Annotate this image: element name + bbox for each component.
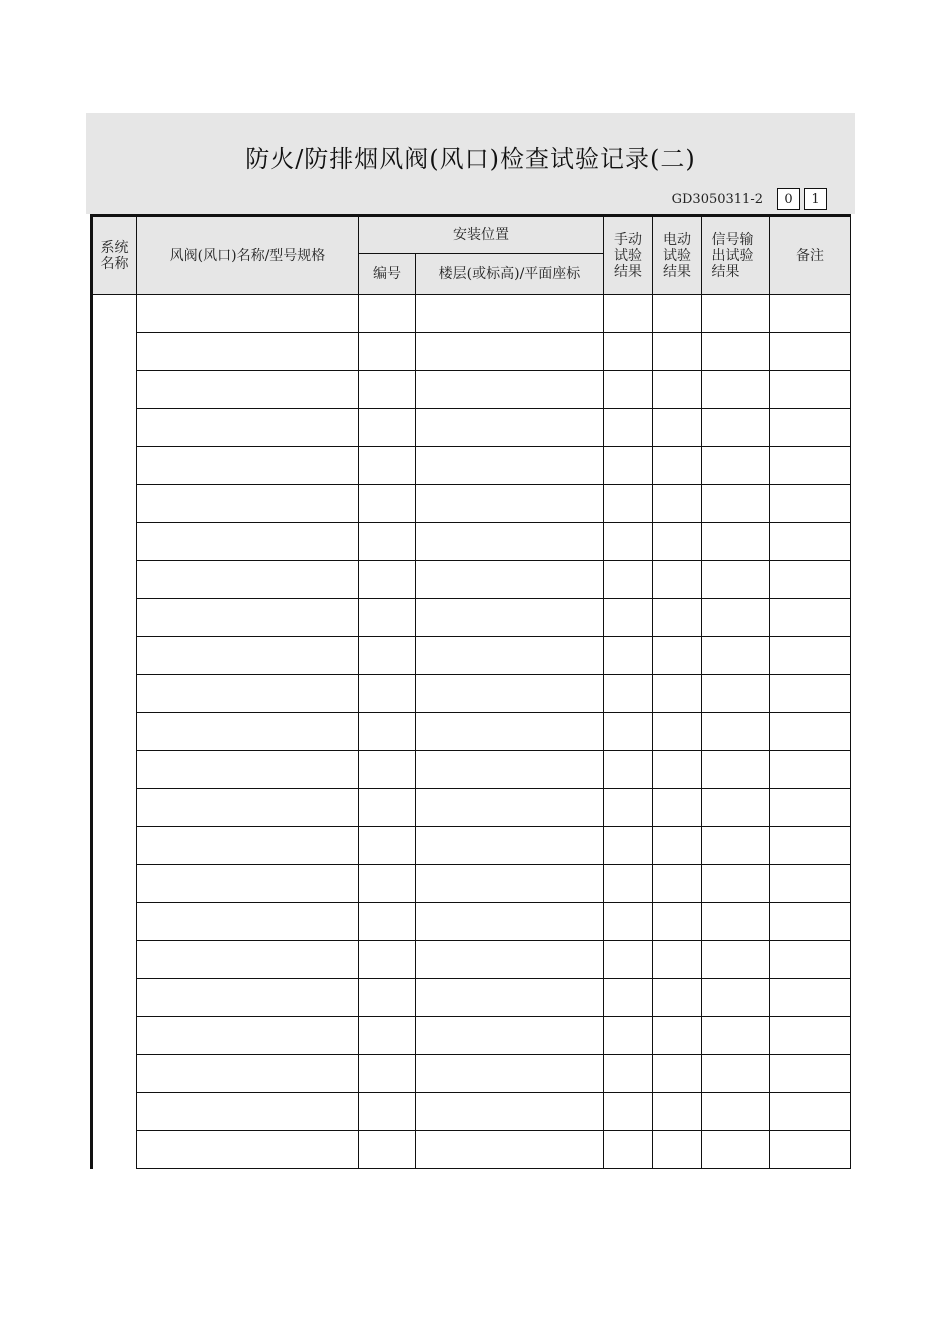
remarks-cell[interactable] — [770, 1131, 851, 1169]
number-cell[interactable] — [359, 333, 416, 371]
table-row — [92, 637, 851, 675]
electric-test-cell[interactable] — [653, 1017, 702, 1055]
electric-test-cell[interactable] — [653, 1055, 702, 1093]
manual-test-cell[interactable] — [604, 523, 653, 561]
floor-coordinate-cell[interactable] — [416, 789, 604, 827]
manual-test-cell[interactable] — [604, 295, 653, 333]
table-row — [92, 371, 851, 409]
signal-test-cell[interactable] — [702, 409, 770, 447]
header-electric-test: 电动试验结果 — [653, 216, 702, 295]
remarks-cell[interactable] — [770, 941, 851, 979]
floor-coordinate-cell[interactable] — [416, 979, 604, 1017]
valve-name-cell[interactable] — [137, 1131, 359, 1169]
electric-test-cell[interactable] — [653, 713, 702, 751]
header-band — [86, 113, 855, 214]
table-row — [92, 903, 851, 941]
electric-test-cell[interactable] — [653, 599, 702, 637]
table-row — [92, 523, 851, 561]
table-row — [92, 485, 851, 523]
remarks-cell[interactable] — [770, 675, 851, 713]
manual-test-cell[interactable] — [604, 1017, 653, 1055]
table-row — [92, 1093, 851, 1131]
floor-coordinate-cell[interactable] — [416, 1017, 604, 1055]
number-cell[interactable] — [359, 979, 416, 1017]
number-cell[interactable] — [359, 523, 416, 561]
valve-name-cell[interactable] — [137, 751, 359, 789]
table-row — [92, 1055, 851, 1093]
manual-test-cell[interactable] — [604, 371, 653, 409]
remarks-cell[interactable] — [770, 979, 851, 1017]
manual-test-cell[interactable] — [604, 865, 653, 903]
table-row — [92, 599, 851, 637]
signal-test-cell[interactable] — [702, 675, 770, 713]
floor-coordinate-cell[interactable] — [416, 827, 604, 865]
header-remarks: 备注 — [770, 216, 851, 295]
electric-test-cell[interactable] — [653, 751, 702, 789]
table-row — [92, 1017, 851, 1055]
valve-name-cell[interactable] — [137, 941, 359, 979]
manual-test-cell[interactable] — [604, 903, 653, 941]
signal-test-cell[interactable] — [702, 865, 770, 903]
number-cell[interactable] — [359, 1131, 416, 1169]
number-cell[interactable] — [359, 447, 416, 485]
manual-test-cell[interactable] — [604, 1055, 653, 1093]
table-row — [92, 1131, 851, 1169]
valve-name-cell[interactable] — [137, 599, 359, 637]
header-signal-test: 信号输出试验结果 — [702, 216, 770, 295]
floor-coordinate-cell[interactable] — [416, 1093, 604, 1131]
manual-test-cell[interactable] — [604, 599, 653, 637]
electric-test-cell[interactable] — [653, 903, 702, 941]
remarks-cell[interactable] — [770, 1093, 851, 1131]
valve-name-cell[interactable] — [137, 1093, 359, 1131]
floor-coordinate-cell[interactable] — [416, 599, 604, 637]
signal-test-cell[interactable] — [702, 1055, 770, 1093]
signal-test-cell[interactable] — [702, 1017, 770, 1055]
valve-name-cell[interactable] — [137, 903, 359, 941]
number-cell[interactable] — [359, 1017, 416, 1055]
floor-coordinate-cell[interactable] — [416, 637, 604, 675]
signal-test-cell[interactable] — [702, 523, 770, 561]
signal-test-cell[interactable] — [702, 713, 770, 751]
number-cell[interactable] — [359, 903, 416, 941]
manual-test-cell[interactable] — [604, 1131, 653, 1169]
signal-test-cell[interactable] — [702, 485, 770, 523]
number-cell[interactable] — [359, 371, 416, 409]
floor-coordinate-cell[interactable] — [416, 447, 604, 485]
signal-test-cell[interactable] — [702, 789, 770, 827]
number-cell[interactable] — [359, 599, 416, 637]
valve-name-cell[interactable] — [137, 979, 359, 1017]
manual-test-cell[interactable] — [604, 447, 653, 485]
remarks-cell[interactable] — [770, 523, 851, 561]
signal-test-cell[interactable] — [702, 751, 770, 789]
remarks-cell[interactable] — [770, 713, 851, 751]
header-manual-test: 手动试验结果 — [604, 216, 653, 295]
manual-test-cell[interactable] — [604, 713, 653, 751]
signal-test-cell[interactable] — [702, 979, 770, 1017]
electric-test-cell[interactable] — [653, 333, 702, 371]
floor-coordinate-cell[interactable] — [416, 903, 604, 941]
table-row — [92, 789, 851, 827]
signal-test-cell[interactable] — [702, 1093, 770, 1131]
remarks-cell[interactable] — [770, 333, 851, 371]
floor-coordinate-cell[interactable] — [416, 333, 604, 371]
valve-name-cell[interactable] — [137, 447, 359, 485]
table-row — [92, 751, 851, 789]
manual-test-cell[interactable] — [604, 409, 653, 447]
signal-test-cell[interactable] — [702, 371, 770, 409]
remarks-cell[interactable] — [770, 903, 851, 941]
number-cell[interactable] — [359, 713, 416, 751]
signal-test-cell[interactable] — [702, 941, 770, 979]
floor-coordinate-cell[interactable] — [416, 675, 604, 713]
header-number: 编号 — [359, 254, 416, 295]
electric-test-cell[interactable] — [653, 789, 702, 827]
form-title: 防火/防排烟风阀(风口)检查试验记录(二) — [245, 145, 696, 173]
number-cell[interactable] — [359, 751, 416, 789]
floor-coordinate-cell[interactable] — [416, 485, 604, 523]
table-row — [92, 827, 851, 865]
form-sheet — [86, 113, 855, 1205]
valve-name-cell[interactable] — [137, 827, 359, 865]
manual-test-cell[interactable] — [604, 941, 653, 979]
signal-test-cell[interactable] — [702, 561, 770, 599]
header-system-name: 系统名称 — [92, 216, 137, 295]
header-install-location: 安装位置 — [359, 216, 604, 254]
number-cell[interactable] — [359, 941, 416, 979]
electric-test-cell[interactable] — [653, 1131, 702, 1169]
code-box-1: 0 — [777, 188, 800, 210]
manual-test-cell[interactable] — [604, 979, 653, 1017]
valve-name-cell[interactable] — [137, 865, 359, 903]
signal-test-cell[interactable] — [702, 827, 770, 865]
floor-coordinate-cell[interactable] — [416, 561, 604, 599]
floor-coordinate-cell[interactable] — [416, 751, 604, 789]
number-cell[interactable] — [359, 295, 416, 333]
table-row — [92, 295, 851, 333]
valve-name-cell[interactable] — [137, 1017, 359, 1055]
table-row — [92, 447, 851, 485]
valve-name-cell[interactable] — [137, 333, 359, 371]
valve-name-cell[interactable] — [137, 561, 359, 599]
number-cell[interactable] — [359, 827, 416, 865]
table-row — [92, 561, 851, 599]
remarks-cell[interactable] — [770, 599, 851, 637]
table-row — [92, 409, 851, 447]
signal-test-cell[interactable] — [702, 637, 770, 675]
signal-test-cell[interactable] — [702, 333, 770, 371]
electric-test-cell[interactable] — [653, 523, 702, 561]
floor-coordinate-cell[interactable] — [416, 1131, 604, 1169]
remarks-cell[interactable] — [770, 295, 851, 333]
manual-test-cell[interactable] — [604, 333, 653, 371]
form-code: GD3050311-2 — [671, 191, 763, 207]
remarks-cell[interactable] — [770, 751, 851, 789]
remarks-cell[interactable] — [770, 637, 851, 675]
manual-test-cell[interactable] — [604, 1093, 653, 1131]
number-cell[interactable] — [359, 637, 416, 675]
number-cell[interactable] — [359, 789, 416, 827]
electric-test-cell[interactable] — [653, 371, 702, 409]
electric-test-cell[interactable] — [653, 675, 702, 713]
valve-name-cell[interactable] — [137, 371, 359, 409]
form-code-row — [672, 188, 827, 210]
manual-test-cell[interactable] — [604, 789, 653, 827]
remarks-cell[interactable] — [770, 1017, 851, 1055]
floor-coordinate-cell[interactable] — [416, 523, 604, 561]
signal-test-cell[interactable] — [702, 903, 770, 941]
signal-test-cell[interactable] — [702, 447, 770, 485]
manual-test-cell[interactable] — [604, 561, 653, 599]
code-box-2: 1 — [804, 188, 827, 210]
floor-coordinate-cell[interactable] — [416, 295, 604, 333]
electric-test-cell[interactable] — [653, 979, 702, 1017]
manual-test-cell[interactable] — [604, 827, 653, 865]
number-cell[interactable] — [359, 675, 416, 713]
manual-test-cell[interactable] — [604, 637, 653, 675]
number-cell[interactable] — [359, 1093, 416, 1131]
remarks-cell[interactable] — [770, 409, 851, 447]
valve-name-cell[interactable] — [137, 789, 359, 827]
floor-coordinate-cell[interactable] — [416, 409, 604, 447]
table-row — [92, 865, 851, 903]
floor-coordinate-cell[interactable] — [416, 371, 604, 409]
inspection-table — [90, 214, 851, 1169]
signal-test-cell[interactable] — [702, 295, 770, 333]
valve-name-cell[interactable] — [137, 295, 359, 333]
electric-test-cell[interactable] — [653, 447, 702, 485]
electric-test-cell[interactable] — [653, 941, 702, 979]
manual-test-cell[interactable] — [604, 485, 653, 523]
manual-test-cell[interactable] — [604, 675, 653, 713]
valve-name-cell[interactable] — [137, 675, 359, 713]
table-row — [92, 333, 851, 371]
valve-name-cell[interactable] — [137, 637, 359, 675]
electric-test-cell[interactable] — [653, 865, 702, 903]
valve-name-cell[interactable] — [137, 485, 359, 523]
table-row — [92, 979, 851, 1017]
header-valve-name: 风阀(风口)名称/型号规格 — [137, 216, 359, 295]
floor-coordinate-cell[interactable] — [416, 713, 604, 751]
signal-test-cell[interactable] — [702, 599, 770, 637]
remarks-cell[interactable] — [770, 789, 851, 827]
table-row — [92, 713, 851, 751]
remarks-cell[interactable] — [770, 827, 851, 865]
remarks-cell[interactable] — [770, 371, 851, 409]
remarks-cell[interactable] — [770, 865, 851, 903]
electric-test-cell[interactable] — [653, 1093, 702, 1131]
remarks-cell[interactable] — [770, 561, 851, 599]
valve-name-cell[interactable] — [137, 1055, 359, 1093]
electric-test-cell[interactable] — [653, 409, 702, 447]
electric-test-cell[interactable] — [653, 637, 702, 675]
remarks-cell[interactable] — [770, 485, 851, 523]
valve-name-cell[interactable] — [137, 409, 359, 447]
floor-coordinate-cell[interactable] — [416, 941, 604, 979]
electric-test-cell[interactable] — [653, 827, 702, 865]
number-cell[interactable] — [359, 561, 416, 599]
number-cell[interactable] — [359, 1055, 416, 1093]
table-row — [92, 941, 851, 979]
valve-name-cell[interactable] — [137, 523, 359, 561]
system-name-cell[interactable] — [92, 295, 137, 1169]
manual-test-cell[interactable] — [604, 751, 653, 789]
electric-test-cell[interactable] — [653, 485, 702, 523]
number-cell[interactable] — [359, 485, 416, 523]
header-floor-coordinate: 楼层(或标高)/平面座标 — [416, 254, 604, 295]
remarks-cell[interactable] — [770, 447, 851, 485]
number-cell[interactable] — [359, 865, 416, 903]
floor-coordinate-cell[interactable] — [416, 1055, 604, 1093]
signal-test-cell[interactable] — [702, 1131, 770, 1169]
electric-test-cell[interactable] — [653, 561, 702, 599]
floor-coordinate-cell[interactable] — [416, 865, 604, 903]
remarks-cell[interactable] — [770, 1055, 851, 1093]
number-cell[interactable] — [359, 409, 416, 447]
electric-test-cell[interactable] — [653, 295, 702, 333]
valve-name-cell[interactable] — [137, 713, 359, 751]
table-row — [92, 675, 851, 713]
